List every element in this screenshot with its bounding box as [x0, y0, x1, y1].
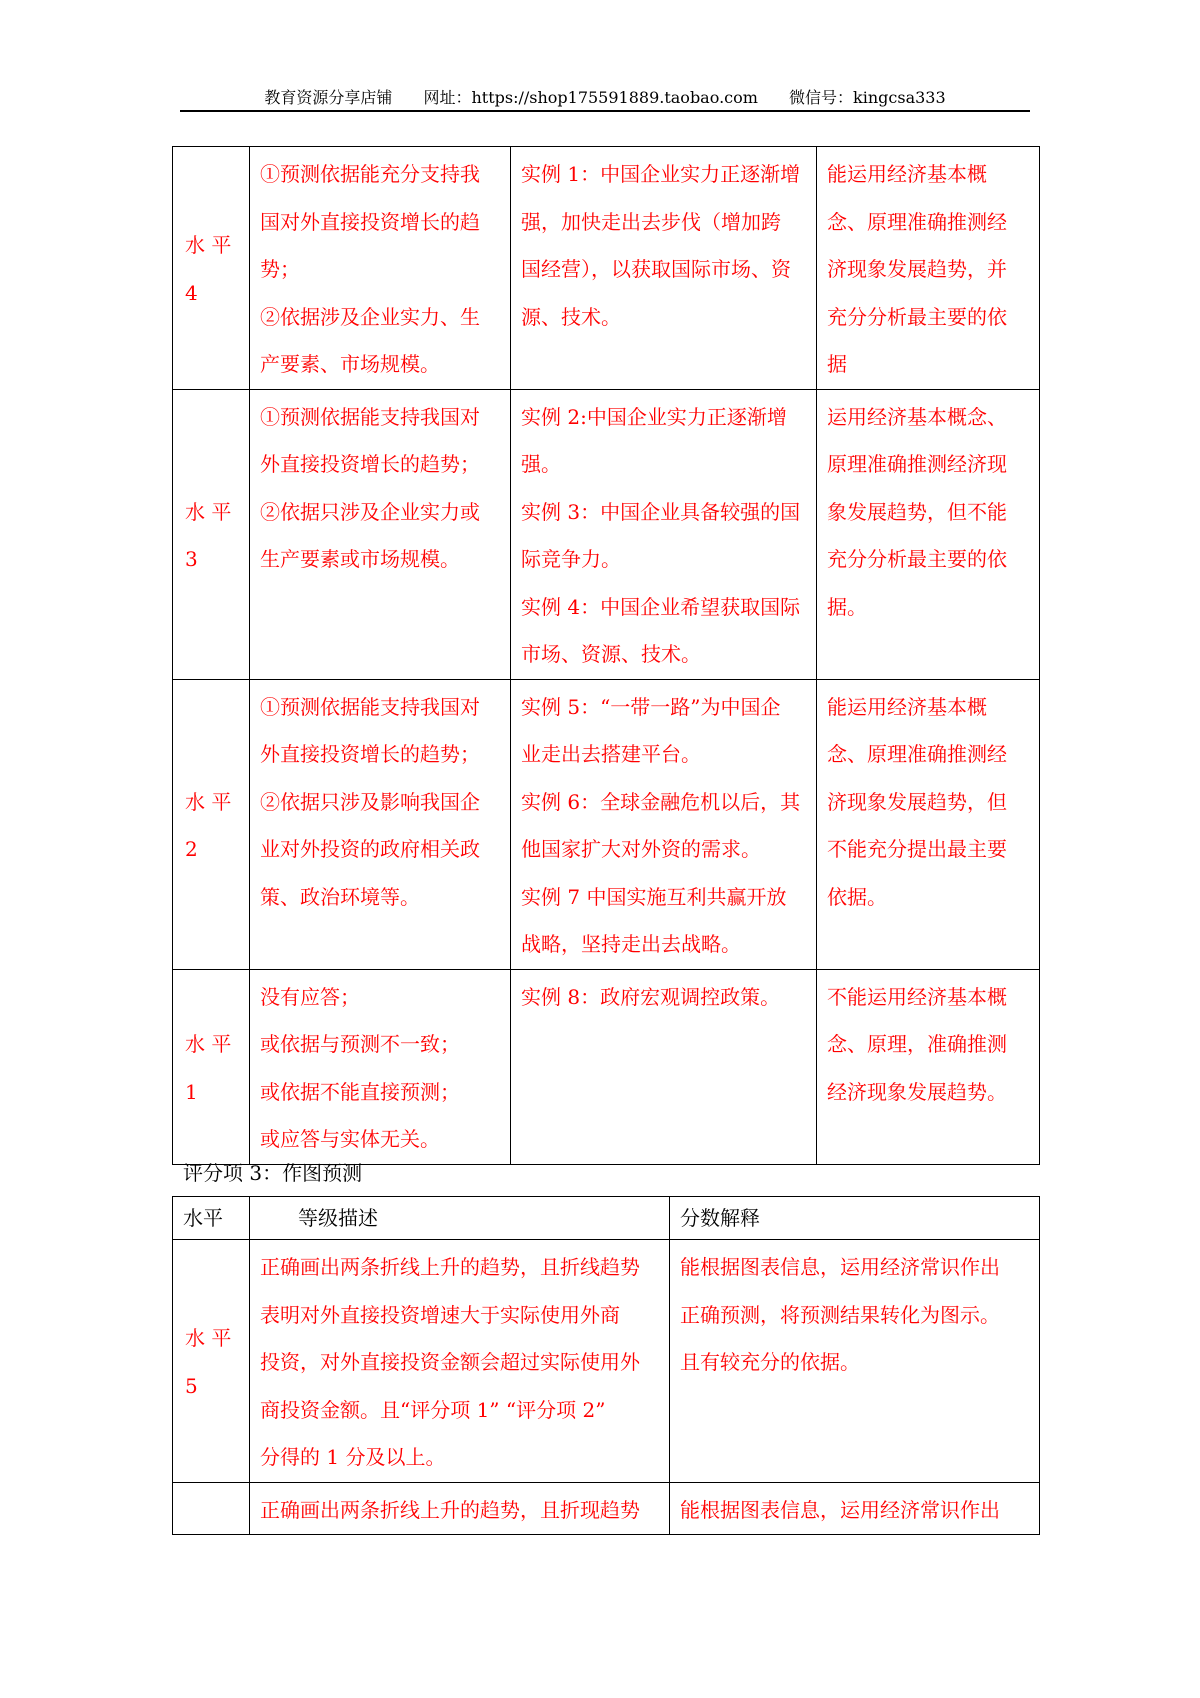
- examples-cell: [511, 147, 817, 390]
- cell-line: 水 平: [185, 789, 232, 814]
- cell-line: 外直接投资增长的趋势；: [260, 742, 480, 766]
- cell-line: 表明对外直接投资增速大于实际使用外商: [260, 1302, 620, 1327]
- header-rule: [180, 110, 1030, 112]
- examples-cell: [511, 389, 817, 679]
- cell-line: 2: [185, 837, 198, 861]
- cell-line: 能运用经济基本概: [827, 162, 987, 186]
- cell-line: 国经营），以获取国际市场、资: [521, 257, 791, 281]
- cell-line: 正确画出两条折线上升的趋势，且折线趋势: [260, 1255, 640, 1279]
- cell-line: 念、原理准确推测经: [827, 742, 1007, 766]
- cell-line: 实例 6：全球金融危机以后，其: [521, 789, 801, 814]
- description-cell: [250, 969, 511, 1164]
- cell-line: 象发展趋势，但不能: [827, 499, 1007, 524]
- cell-line: 依据。: [827, 884, 887, 909]
- cell-line: 运用经济基本概念、: [827, 404, 1007, 429]
- explanation-cell: [670, 1240, 1040, 1483]
- cell-line: 据: [827, 352, 847, 376]
- section-title: 评分项 3：作图预测: [183, 1161, 363, 1185]
- table-row: [173, 1482, 1040, 1535]
- cell-line: 据。: [827, 594, 867, 619]
- explanation-cell: [817, 147, 1040, 390]
- header-explanation: 分数解释: [670, 1197, 1040, 1240]
- cell-line: 实例 5：“一带一路”为中国企: [521, 694, 781, 719]
- cell-line: 生产要素或市场规模。: [260, 547, 460, 571]
- cell-line: 水 平: [185, 1032, 232, 1056]
- cell-line: 业走出去搭建平台。: [521, 742, 701, 766]
- table-row: [173, 679, 1040, 969]
- table-row: [173, 969, 1040, 1164]
- table-row: [173, 1240, 1040, 1483]
- cell-line: 他国家扩大对外资的需求。: [521, 837, 761, 861]
- page-header: [180, 84, 1030, 112]
- cell-line: 或应答与实体无关。: [260, 1127, 440, 1151]
- cell-line: 实例 2:中国企业实力正逐渐增: [521, 404, 787, 429]
- cell-line: ①预测依据能支持我国对: [260, 404, 480, 429]
- cell-line: 充分分析最主要的依: [827, 547, 1007, 571]
- cell-line: 念、原理，准确推测: [827, 1032, 1007, 1056]
- wechat-id: 微信号：kingcsa333: [789, 88, 946, 107]
- cell-line: 业对外投资的政府相关政: [260, 837, 480, 861]
- cell-line: 原理准确推测经济现: [827, 452, 1007, 476]
- table-row: [173, 389, 1040, 679]
- description-cell: [250, 679, 511, 969]
- explanation-cell: [817, 389, 1040, 679]
- cell-line: 济现象发展趋势，并: [827, 257, 1007, 281]
- cell-line: 济现象发展趋势，但: [827, 789, 1007, 814]
- cell-line: 实例 8：政府宏观调控政策。: [521, 984, 781, 1009]
- description-cell: [250, 147, 511, 390]
- cell-line: 市场、资源、技术。: [521, 642, 701, 666]
- cell-line: 产要素、市场规模。: [260, 352, 440, 376]
- explanation-cell: [670, 1482, 1040, 1535]
- cell-line: 念、原理准确推测经: [827, 209, 1007, 234]
- cell-line: ②依据只涉及影响我国企: [260, 789, 480, 814]
- cell-line: 强，加快走出去步伐（增加跨: [521, 209, 781, 234]
- cell-line: 水 平: [185, 233, 232, 258]
- cell-line: 能根据图表信息，运用经济常识作出: [680, 1497, 1000, 1522]
- explanation-cell: [817, 679, 1040, 969]
- cell-line: 际竞争力。: [521, 547, 621, 571]
- level-cell: [173, 1240, 250, 1483]
- header-level: 水平: [173, 1197, 250, 1240]
- header-description: 等级描述: [250, 1197, 670, 1240]
- cell-line: 分得的 1 分及以上。: [260, 1445, 446, 1469]
- level-cell: [173, 389, 250, 679]
- examples-cell: [511, 969, 817, 1164]
- cell-line: 正确预测，将预测结果转化为图示。: [680, 1302, 1000, 1327]
- cell-line: 实例 7 中国实施互利共赢开放: [521, 884, 787, 909]
- cell-line: 实例 1：中国企业实力正逐渐增: [521, 162, 801, 186]
- cell-line: 充分分析最主要的依: [827, 304, 1007, 329]
- cell-line: 水 平: [185, 499, 232, 524]
- shop-url: 网址：https://shop175591889.taobao.com: [423, 88, 758, 107]
- cell-line: 正确画出两条折线上升的趋势，且折现趋势: [260, 1497, 640, 1522]
- cell-line: 能运用经济基本概: [827, 694, 987, 719]
- cell-line: 且有较充分的依据。: [680, 1350, 860, 1374]
- table-header-row: [173, 1197, 1040, 1240]
- table-row: [173, 147, 1040, 390]
- cell-line: 实例 3：中国企业具备较强的国: [521, 499, 801, 524]
- description-cell: [250, 1482, 670, 1535]
- cell-line: 能根据图表信息，运用经济常识作出: [680, 1255, 1000, 1279]
- cell-line: 没有应答；: [260, 984, 360, 1009]
- cell-line: 战略，坚持走出去战略。: [521, 932, 741, 956]
- cell-line: 实例 4：中国企业希望获取国际: [521, 594, 801, 619]
- cell-line: 强。: [521, 452, 561, 476]
- level-cell: [173, 147, 250, 390]
- level-cell: [173, 679, 250, 969]
- scoring-table-2: [172, 146, 1040, 1165]
- cell-line: 5: [185, 1373, 198, 1398]
- cell-line: 国对外直接投资增长的趋: [260, 209, 480, 234]
- scoring-table-3: [172, 1196, 1040, 1535]
- cell-line: 策、政治环境等。: [260, 884, 420, 909]
- cell-line: 势；: [260, 257, 300, 281]
- examples-cell: [511, 679, 817, 969]
- cell-line: 4: [185, 280, 198, 305]
- description-cell: [250, 1240, 670, 1483]
- cell-line: ①预测依据能支持我国对: [260, 694, 480, 719]
- cell-line: 投资，对外直接投资金额会超过实际使用外: [260, 1350, 640, 1374]
- cell-line: 不能充分提出最主要: [827, 837, 1007, 861]
- cell-line: 不能运用经济基本概: [827, 984, 1007, 1009]
- explanation-cell: [817, 969, 1040, 1164]
- cell-line: ②依据只涉及企业实力或: [260, 499, 480, 524]
- cell-line: 或依据不能直接预测；: [260, 1079, 460, 1104]
- cell-line: ②依据涉及企业实力、生: [260, 304, 480, 329]
- cell-line: 经济现象发展趋势。: [827, 1079, 1007, 1104]
- shop-name: 教育资源分享店铺: [264, 88, 393, 107]
- cell-line: 源、技术。: [521, 304, 621, 329]
- description-cell: [250, 389, 511, 679]
- cell-line: ①预测依据能充分支持我: [260, 162, 480, 186]
- level-cell: [173, 969, 250, 1164]
- cell-line: 或依据与预测不一致；: [260, 1032, 460, 1056]
- cell-line: 外直接投资增长的趋势；: [260, 452, 480, 476]
- cell-line: 水 平: [185, 1326, 232, 1351]
- cell-line: 1: [185, 1079, 198, 1104]
- level-cell: [173, 1482, 250, 1535]
- cell-line: 3: [185, 547, 198, 571]
- cell-line: 商投资金额。且“评分项 1” “评分项 2”: [260, 1397, 606, 1422]
